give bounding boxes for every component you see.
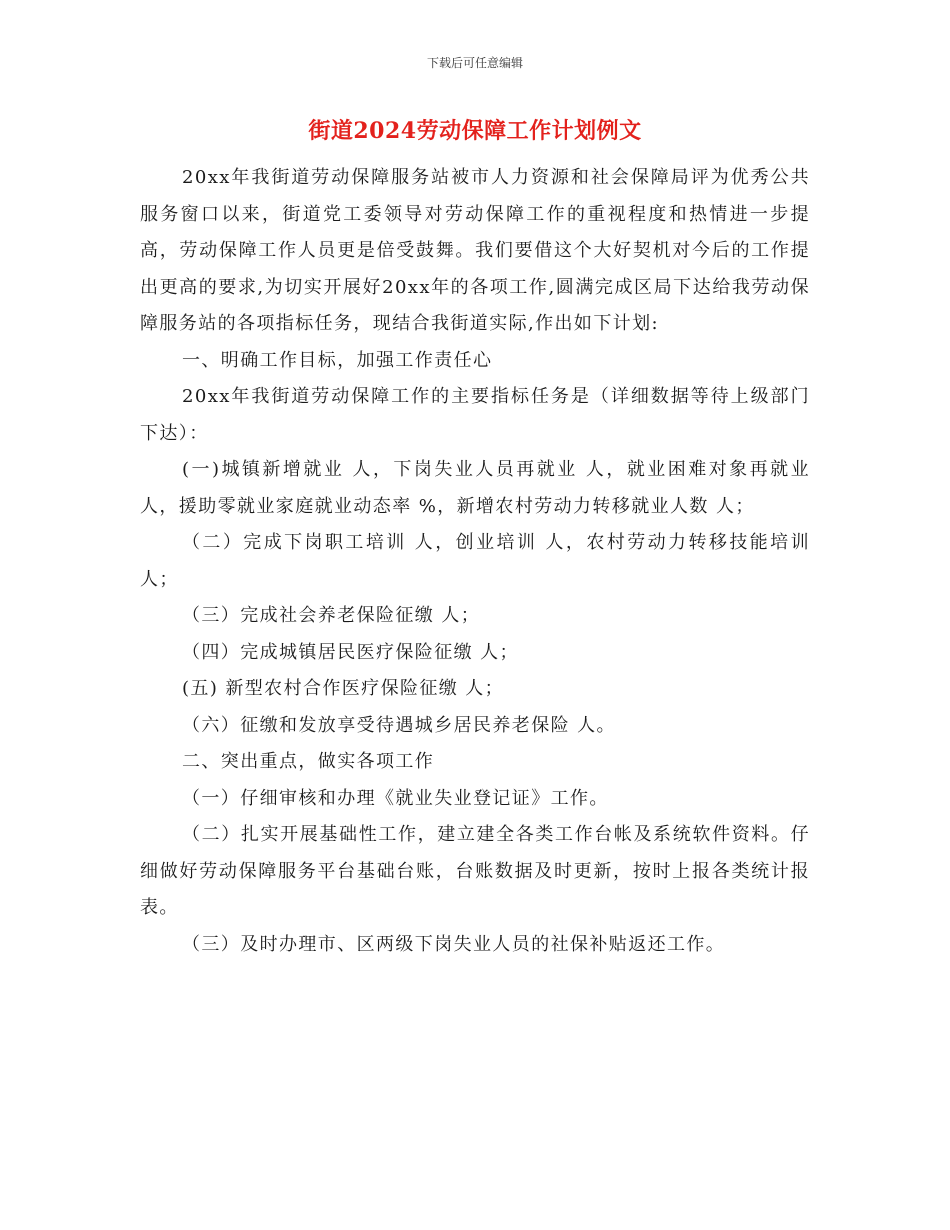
section-heading-2: 二、突出重点，做实各项工作 (182, 751, 435, 772)
list-item-1-4: （四）完成城镇居民医疗保险征缴 人； (182, 641, 519, 663)
list-item-2-3: （三）及时办理市、区两级下岗失业人员的社保补贴返还工作。 (182, 933, 726, 955)
paragraph-targets: 20xx年我街道劳动保障工作的主要指标任务是（详细数据等待上级部门下达）： (140, 386, 810, 444)
paragraph-intro: 20xx年我街道劳动保障服务站被市人力资源和社会保障局评为优秀公共服务窗口以来，街道党工委领导对劳动保障工作的重视程度和热情进一步提高，劳动保障工作人员更是倍受鼓舞。我们要借这个大好契机对今后的工作提出更高的要求,为切实开展好20xx年的各项工作,圆满完成区局下达给我劳动保障服务站的各项指标任务，现结合我街道实际,作出如下计划: (140, 167, 810, 334)
list-item-1-3: （三）完成社会养老保险征缴 人； (182, 605, 481, 626)
list-item-1-5: (五) 新型农村合作医疗保险征缴 人； (182, 678, 505, 699)
list-item-1-6: （六）征缴和发放享受待遇城乡居民养老保险 人。 (182, 714, 616, 736)
section-heading-1: 一、明确工作目标，加强工作责任心 (182, 349, 493, 371)
list-item-2-2: （二）扎实开展基础性工作，建立建全各类工作台帐及系统软件资料。仔细做好劳动保障服务平台基础台账，台账数据及时更新，按时上报各类统计报表。 (140, 824, 810, 918)
list-item-1-1: (一)城镇新增就业 人，下岗失业人员再就业 人，就业困难对象再就业 人，援助零就业家庭就业动态率 %，新增农村劳动力转移就业人数 人； (140, 459, 810, 517)
header-note: 下载后可任意编辑 (426, 56, 523, 70)
document-body (140, 160, 810, 963)
list-item-2-1: （一）仔细审核和办理《就业失业登记证》工作。 (182, 787, 609, 809)
list-item-1-2: （二）完成下岗职工培训 人，创业培训 人，农村劳动力转移技能培训 人； (140, 532, 810, 590)
document-title: 街道2024劳动保障工作计划例文 (308, 118, 642, 144)
